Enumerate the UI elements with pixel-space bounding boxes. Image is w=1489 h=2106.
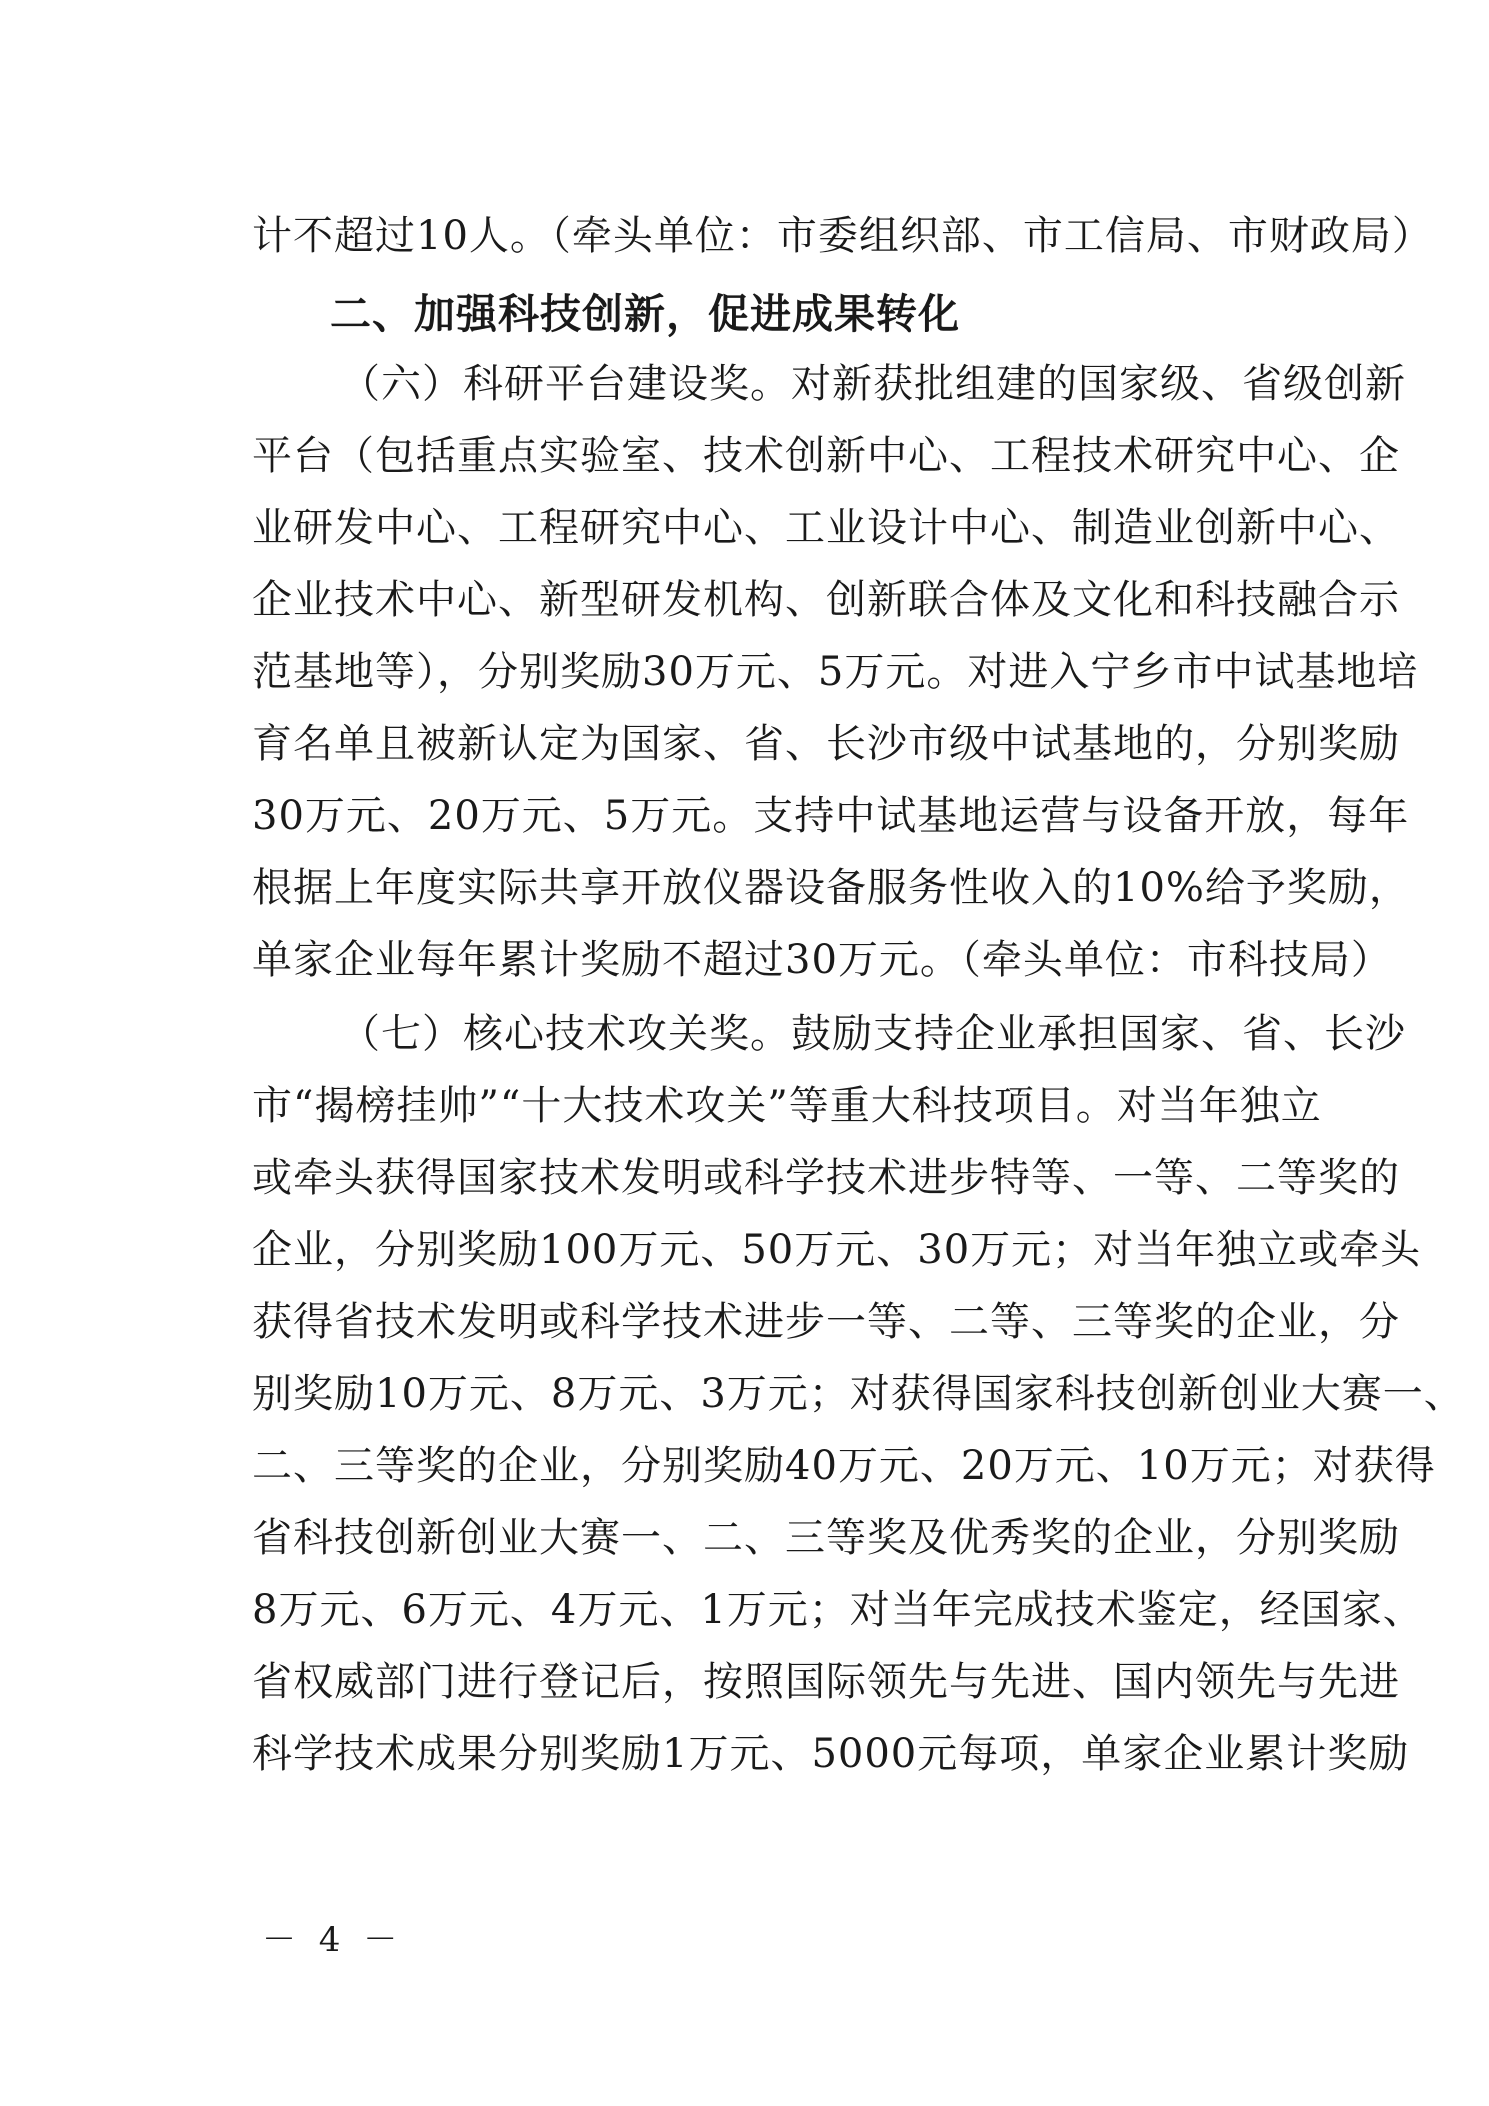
text-line: 科学技术成果分别奖励1万元、5000元每项，单家企业累计奖励 bbox=[252, 1731, 1410, 1777]
paragraph-start-line: （六）科研平台建设奖。对新获批组建的国家级、省级创新 bbox=[340, 361, 1406, 407]
text-line: 市“揭榜挂帅”“十大技术攻关”等重大科技项目。对当年独立 bbox=[252, 1083, 1322, 1129]
text-line: 8万元、6万元、4万元、1万元；对当年完成技术鉴定，经国家、 bbox=[252, 1587, 1424, 1633]
text-line: 企业技术中心、新型研发机构、创新联合体及文化和科技融合示 bbox=[252, 577, 1400, 623]
text-line: 30万元、20万元、5万元。支持中试基地运营与设备开放，每年 bbox=[252, 793, 1410, 839]
text-line: 省权威部门进行登记后，按照国际领先与先进、国内领先与先进 bbox=[252, 1659, 1400, 1705]
text-line: 二、三等奖的企业，分别奖励40万元、20万元、10万元；对获得 bbox=[252, 1443, 1436, 1489]
text-line: 业研发中心、工程研究中心、工业设计中心、制造业创新中心、 bbox=[252, 505, 1400, 551]
text-line: 或牵头获得国家技术发明或科学技术进步特等、一等、二等奖的 bbox=[252, 1155, 1400, 1201]
section-heading: 二、加强科技创新，促进成果转化 bbox=[330, 290, 960, 338]
text-line: 别奖励10万元、8万元、3万元；对获得国家科技创新创业大赛一、 bbox=[252, 1371, 1465, 1417]
text-line: 育名单且被新认定为国家、省、长沙市级中试基地的，分别奖励 bbox=[252, 721, 1400, 767]
text-line: 获得省技术发明或科学技术进步一等、二等、三等奖的企业，分 bbox=[252, 1299, 1400, 1345]
paragraph-start-line: （七）核心技术攻关奖。鼓励支持企业承担国家、省、长沙 bbox=[340, 1011, 1406, 1057]
page-number: － 4 － bbox=[262, 1920, 404, 1960]
text-line: 省科技创新创业大赛一、二、三等奖及优秀奖的企业，分别奖励 bbox=[252, 1515, 1400, 1561]
text-line: 单家企业每年累计奖励不超过30万元。（牵头单位：市科技局） bbox=[252, 937, 1392, 983]
text-line: 根据上年度实际共享开放仪器设备服务性收入的10%给予奖励， bbox=[252, 865, 1410, 911]
text-line: 计不超过10人。（牵头单位：市委组织部、市工信局、市财政局） bbox=[252, 213, 1433, 259]
text-line: 平台（包括重点实验室、技术创新中心、工程技术研究中心、企 bbox=[252, 433, 1400, 479]
text-line: 企业，分别奖励100万元、50万元、30万元；对当年独立或牵头 bbox=[252, 1227, 1422, 1273]
text-line: 范基地等），分别奖励30万元、5万元。对进入宁乡市中试基地培 bbox=[252, 649, 1419, 695]
